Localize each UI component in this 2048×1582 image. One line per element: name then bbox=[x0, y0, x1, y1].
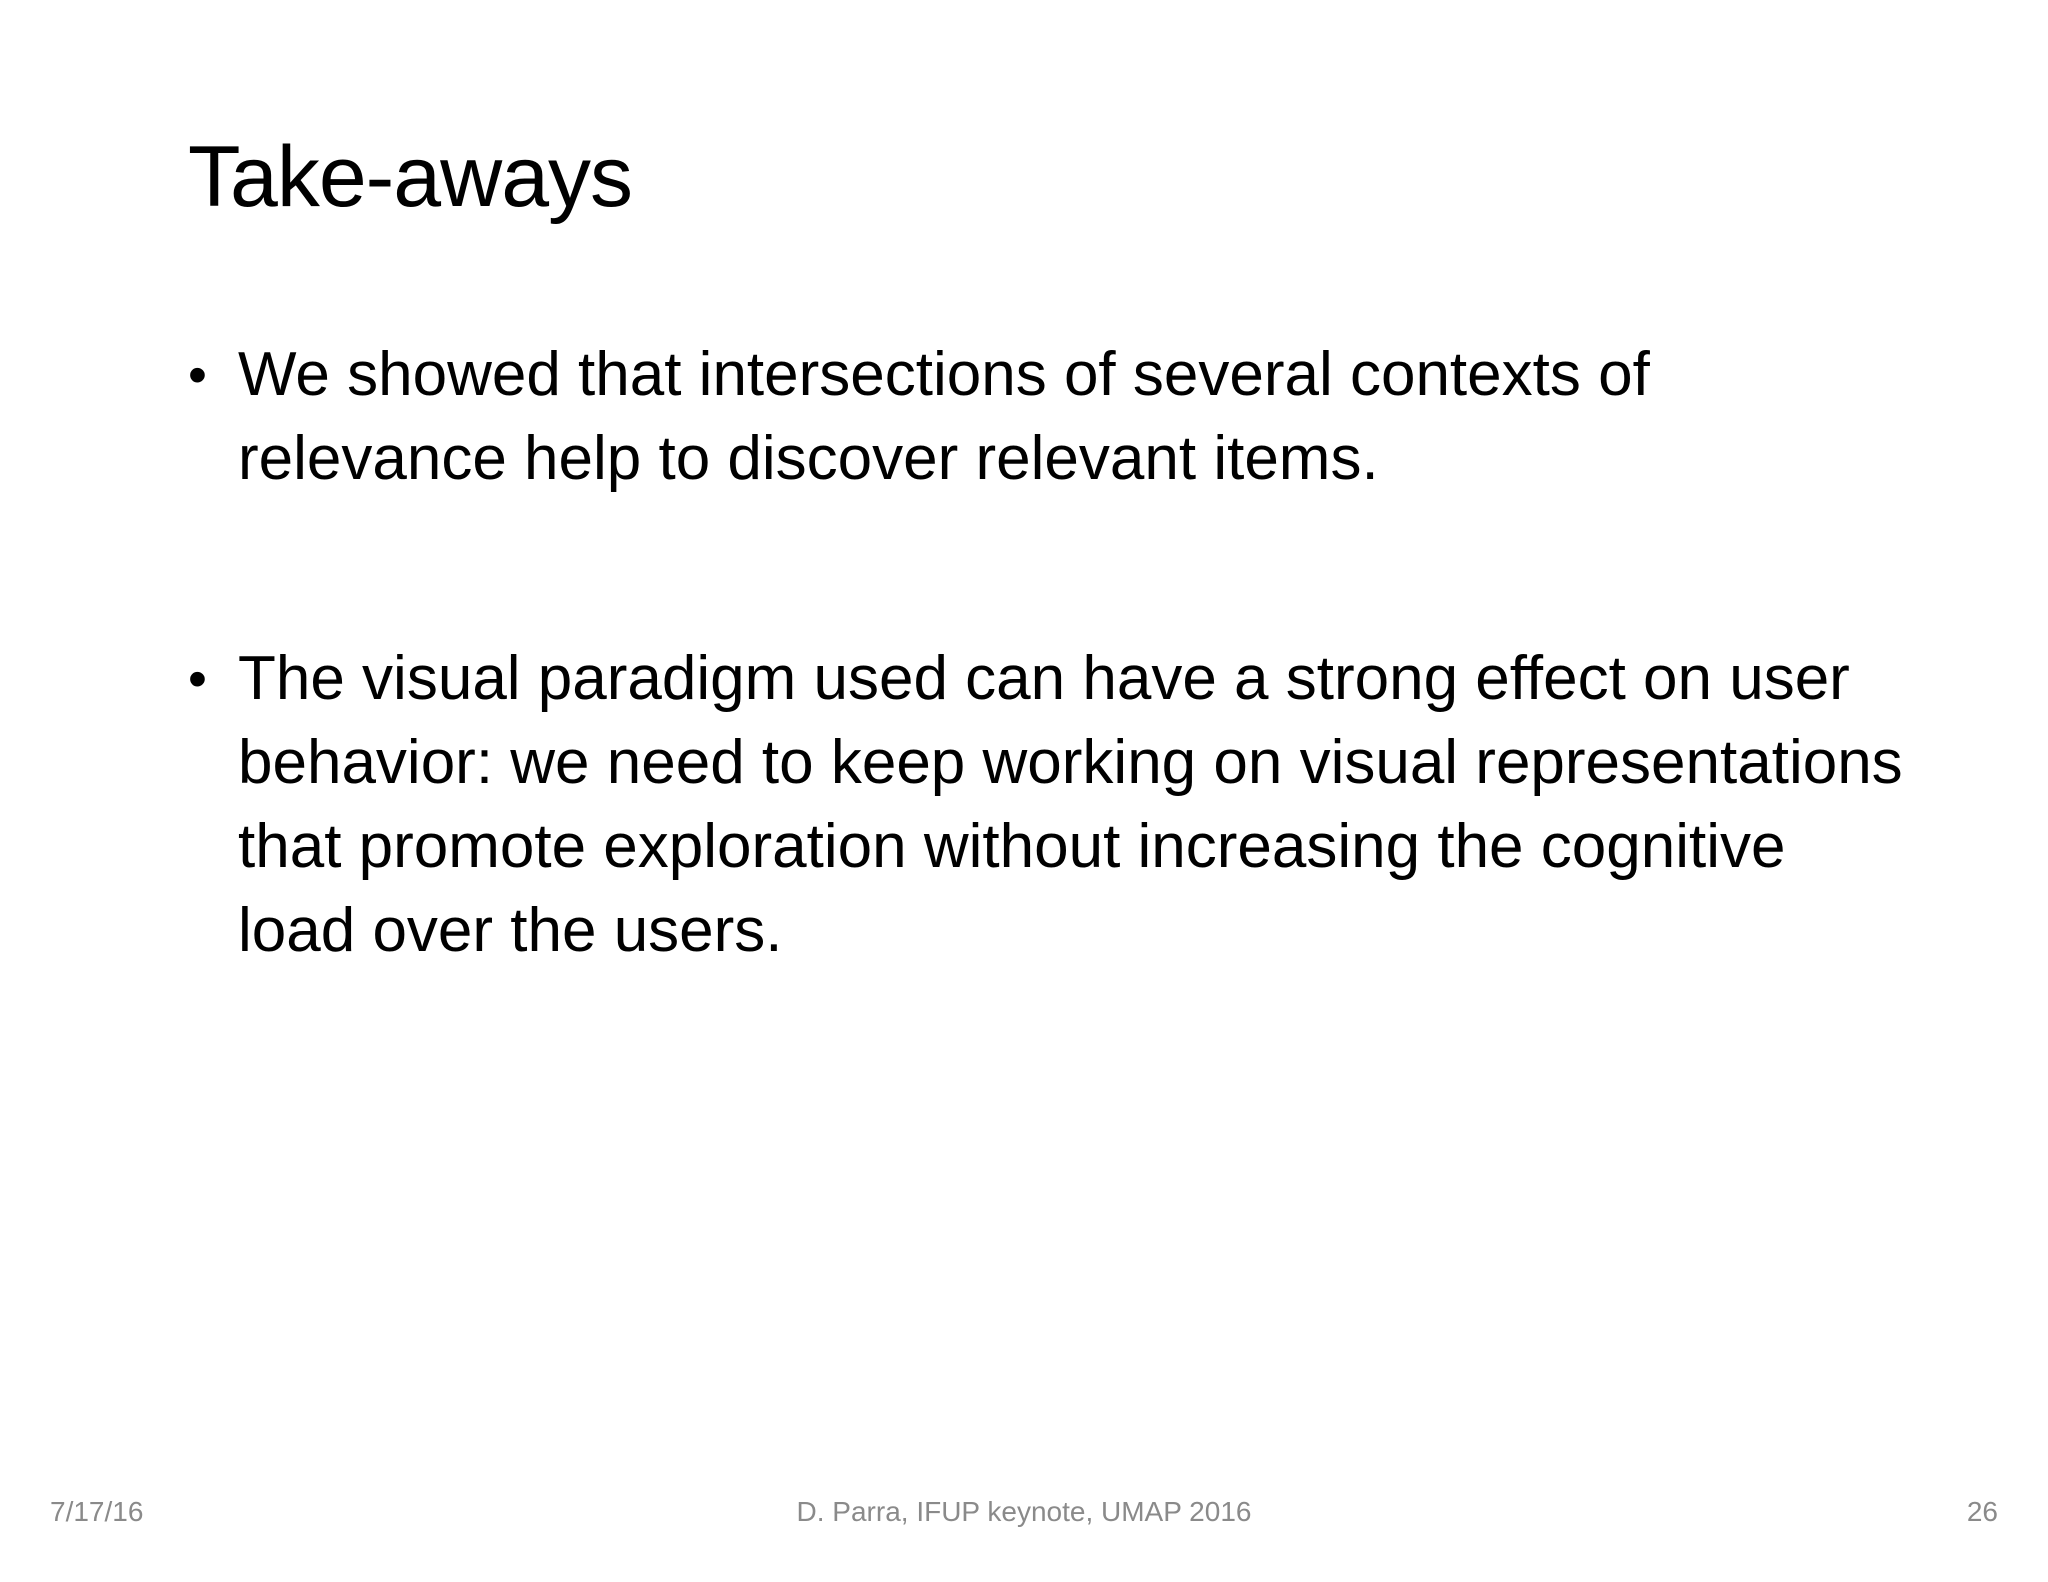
footer-date: 7/17/16 bbox=[50, 1496, 144, 1527]
bullet-list bbox=[188, 333, 1908, 973]
footer-caption: D. Parra, IFUP keynote, UMAP 2016 bbox=[796, 1496, 1252, 1527]
bullet-marker: • bbox=[188, 649, 207, 709]
page-number: 26 bbox=[1966, 1496, 1998, 1527]
slide-title: Take-aways bbox=[188, 129, 633, 225]
bullet-marker: • bbox=[188, 345, 207, 405]
bullet-text: We showed that intersections of several contexts of relevance help to discover relevant items. bbox=[238, 340, 1650, 493]
bullet-item bbox=[188, 333, 1908, 501]
bullet-text: The visual paradigm used can have a strong effect on user behavior: we need to keep working on visual representations that promote exploration without increasing the cognitive load over the users. bbox=[238, 644, 1903, 965]
bullet-item bbox=[188, 637, 1908, 973]
